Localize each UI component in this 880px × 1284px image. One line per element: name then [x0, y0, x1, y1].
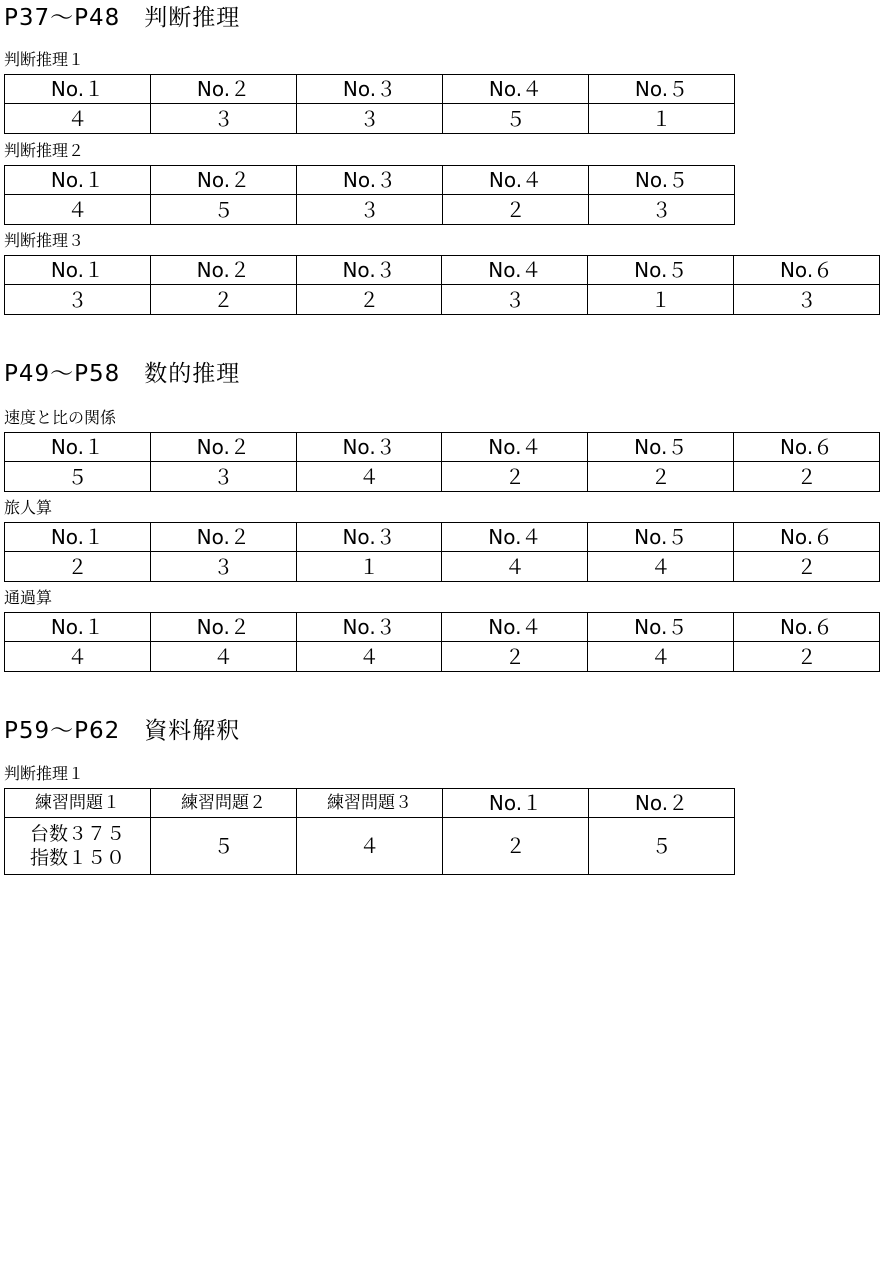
value-cell: ２ [5, 552, 151, 582]
answer-table-shiryo [4, 788, 735, 875]
header-cell: No.５ [588, 523, 734, 552]
value-cell: ３ [151, 104, 297, 134]
value-cell: ３ [442, 285, 588, 315]
header-cell: No.１ [5, 613, 151, 642]
table-header-row [5, 166, 735, 195]
header-cell: No.２ [589, 789, 735, 818]
header-cell: No.５ [589, 166, 735, 195]
table-label-tsuka: 通過算 [4, 588, 53, 607]
value-cell: ５ [151, 195, 297, 225]
header-cell: No.４ [442, 433, 588, 462]
table-label-handan-1: 判断推理１ [4, 50, 85, 69]
value-cell: ４ [296, 642, 442, 672]
table-value-row [5, 642, 880, 672]
header-cell: No.４ [443, 75, 589, 104]
value-cell: ３ [150, 552, 296, 582]
header-cell: No.６ [734, 613, 880, 642]
value-cell: ２ [734, 552, 880, 582]
header-cell: No.３ [296, 523, 442, 552]
value-cell: ５ [589, 818, 735, 875]
header-cell: No.５ [588, 256, 734, 285]
value-cell [5, 818, 151, 875]
header-cell: 練習問題１ [5, 789, 151, 818]
value-cell: １ [296, 552, 442, 582]
header-cell: No.３ [296, 256, 442, 285]
value-cell: ４ [150, 642, 296, 672]
value-cell: ４ [588, 552, 734, 582]
header-cell: No.５ [588, 433, 734, 462]
header-cell: No.１ [5, 75, 151, 104]
value-cell: ２ [443, 195, 589, 225]
value-cell: ４ [5, 642, 151, 672]
header-cell: No.５ [589, 75, 735, 104]
answer-table-handan-3 [4, 255, 880, 315]
value-cell: ４ [297, 818, 443, 875]
value-cell: ３ [297, 195, 443, 225]
value-cell: ３ [5, 285, 151, 315]
value-cell: ４ [588, 642, 734, 672]
header-cell: No.６ [734, 523, 880, 552]
header-cell: No.１ [443, 789, 589, 818]
value-cell: ２ [588, 462, 734, 492]
table-header-row [5, 256, 880, 285]
table-value-row [5, 195, 735, 225]
value-cell: ２ [442, 642, 588, 672]
header-cell: No.２ [150, 256, 296, 285]
value-cell: ３ [297, 104, 443, 134]
header-cell: No.２ [150, 523, 296, 552]
value-cell: ４ [442, 552, 588, 582]
header-cell: No.１ [5, 523, 151, 552]
value-cell: ５ [151, 818, 297, 875]
header-cell: No.２ [150, 433, 296, 462]
table-value-row [5, 818, 735, 875]
value-cell: ３ [734, 285, 880, 315]
section-title-handan: P37〜P48 判断推理 [4, 5, 241, 31]
section-title-suteki: P49〜P58 数的推理 [4, 361, 241, 387]
table-value-row [5, 285, 880, 315]
answer-table-tabibito [4, 522, 880, 582]
answer-table-handan-1 [4, 74, 735, 134]
header-cell: No.１ [5, 433, 151, 462]
table-header-row [5, 789, 735, 818]
value-cell: １ [589, 104, 735, 134]
header-cell: No.４ [442, 256, 588, 285]
header-cell: No.４ [442, 613, 588, 642]
table-value-row [5, 462, 880, 492]
value-cell: １ [588, 285, 734, 315]
table-header-row [5, 75, 735, 104]
header-cell: 練習問題３ [297, 789, 443, 818]
header-cell: No.１ [5, 256, 151, 285]
answer-table-handan-2 [4, 165, 735, 225]
value-cell: ４ [5, 195, 151, 225]
table-label-sokudo: 速度と比の関係 [4, 408, 117, 427]
header-cell: No.４ [442, 523, 588, 552]
value-cell: ４ [5, 104, 151, 134]
value-cell: ３ [589, 195, 735, 225]
value-cell: ２ [150, 285, 296, 315]
header-cell: No.４ [443, 166, 589, 195]
header-cell: No.６ [734, 433, 880, 462]
value-cell: ２ [296, 285, 442, 315]
table-header-row [5, 433, 880, 462]
value-line: 指数１５０ [29, 847, 125, 869]
value-line: 台数３７５ [29, 823, 125, 845]
header-cell: No.２ [150, 613, 296, 642]
value-cell: ５ [5, 462, 151, 492]
value-cell: ２ [443, 818, 589, 875]
table-label-handan-3: 判断推理３ [4, 231, 85, 250]
table-header-row [5, 523, 880, 552]
section-title-shiryo: P59〜P62 資料解釈 [4, 718, 241, 744]
table-value-row [5, 552, 880, 582]
answer-table-tsuka [4, 612, 880, 672]
header-cell: No.１ [5, 166, 151, 195]
header-cell: No.６ [734, 256, 880, 285]
value-cell: ４ [296, 462, 442, 492]
header-cell: No.５ [588, 613, 734, 642]
header-cell: No.３ [296, 613, 442, 642]
value-cell: ２ [734, 642, 880, 672]
value-cell: ２ [442, 462, 588, 492]
table-label-tabibito: 旅人算 [4, 498, 53, 517]
table-header-row [5, 613, 880, 642]
table-value-row [5, 104, 735, 134]
header-cell: No.３ [297, 75, 443, 104]
value-cell: ３ [150, 462, 296, 492]
value-cell: ２ [734, 462, 880, 492]
table-label-shiryo-1: 判断推理１ [4, 764, 85, 783]
header-cell: No.２ [151, 166, 297, 195]
answer-table-sokudo [4, 432, 880, 492]
header-cell: No.２ [151, 75, 297, 104]
table-label-handan-2: 判断推理２ [4, 141, 85, 160]
value-cell: ５ [443, 104, 589, 134]
header-cell: No.３ [296, 433, 442, 462]
header-cell: 練習問題２ [151, 789, 297, 818]
header-cell: No.３ [297, 166, 443, 195]
